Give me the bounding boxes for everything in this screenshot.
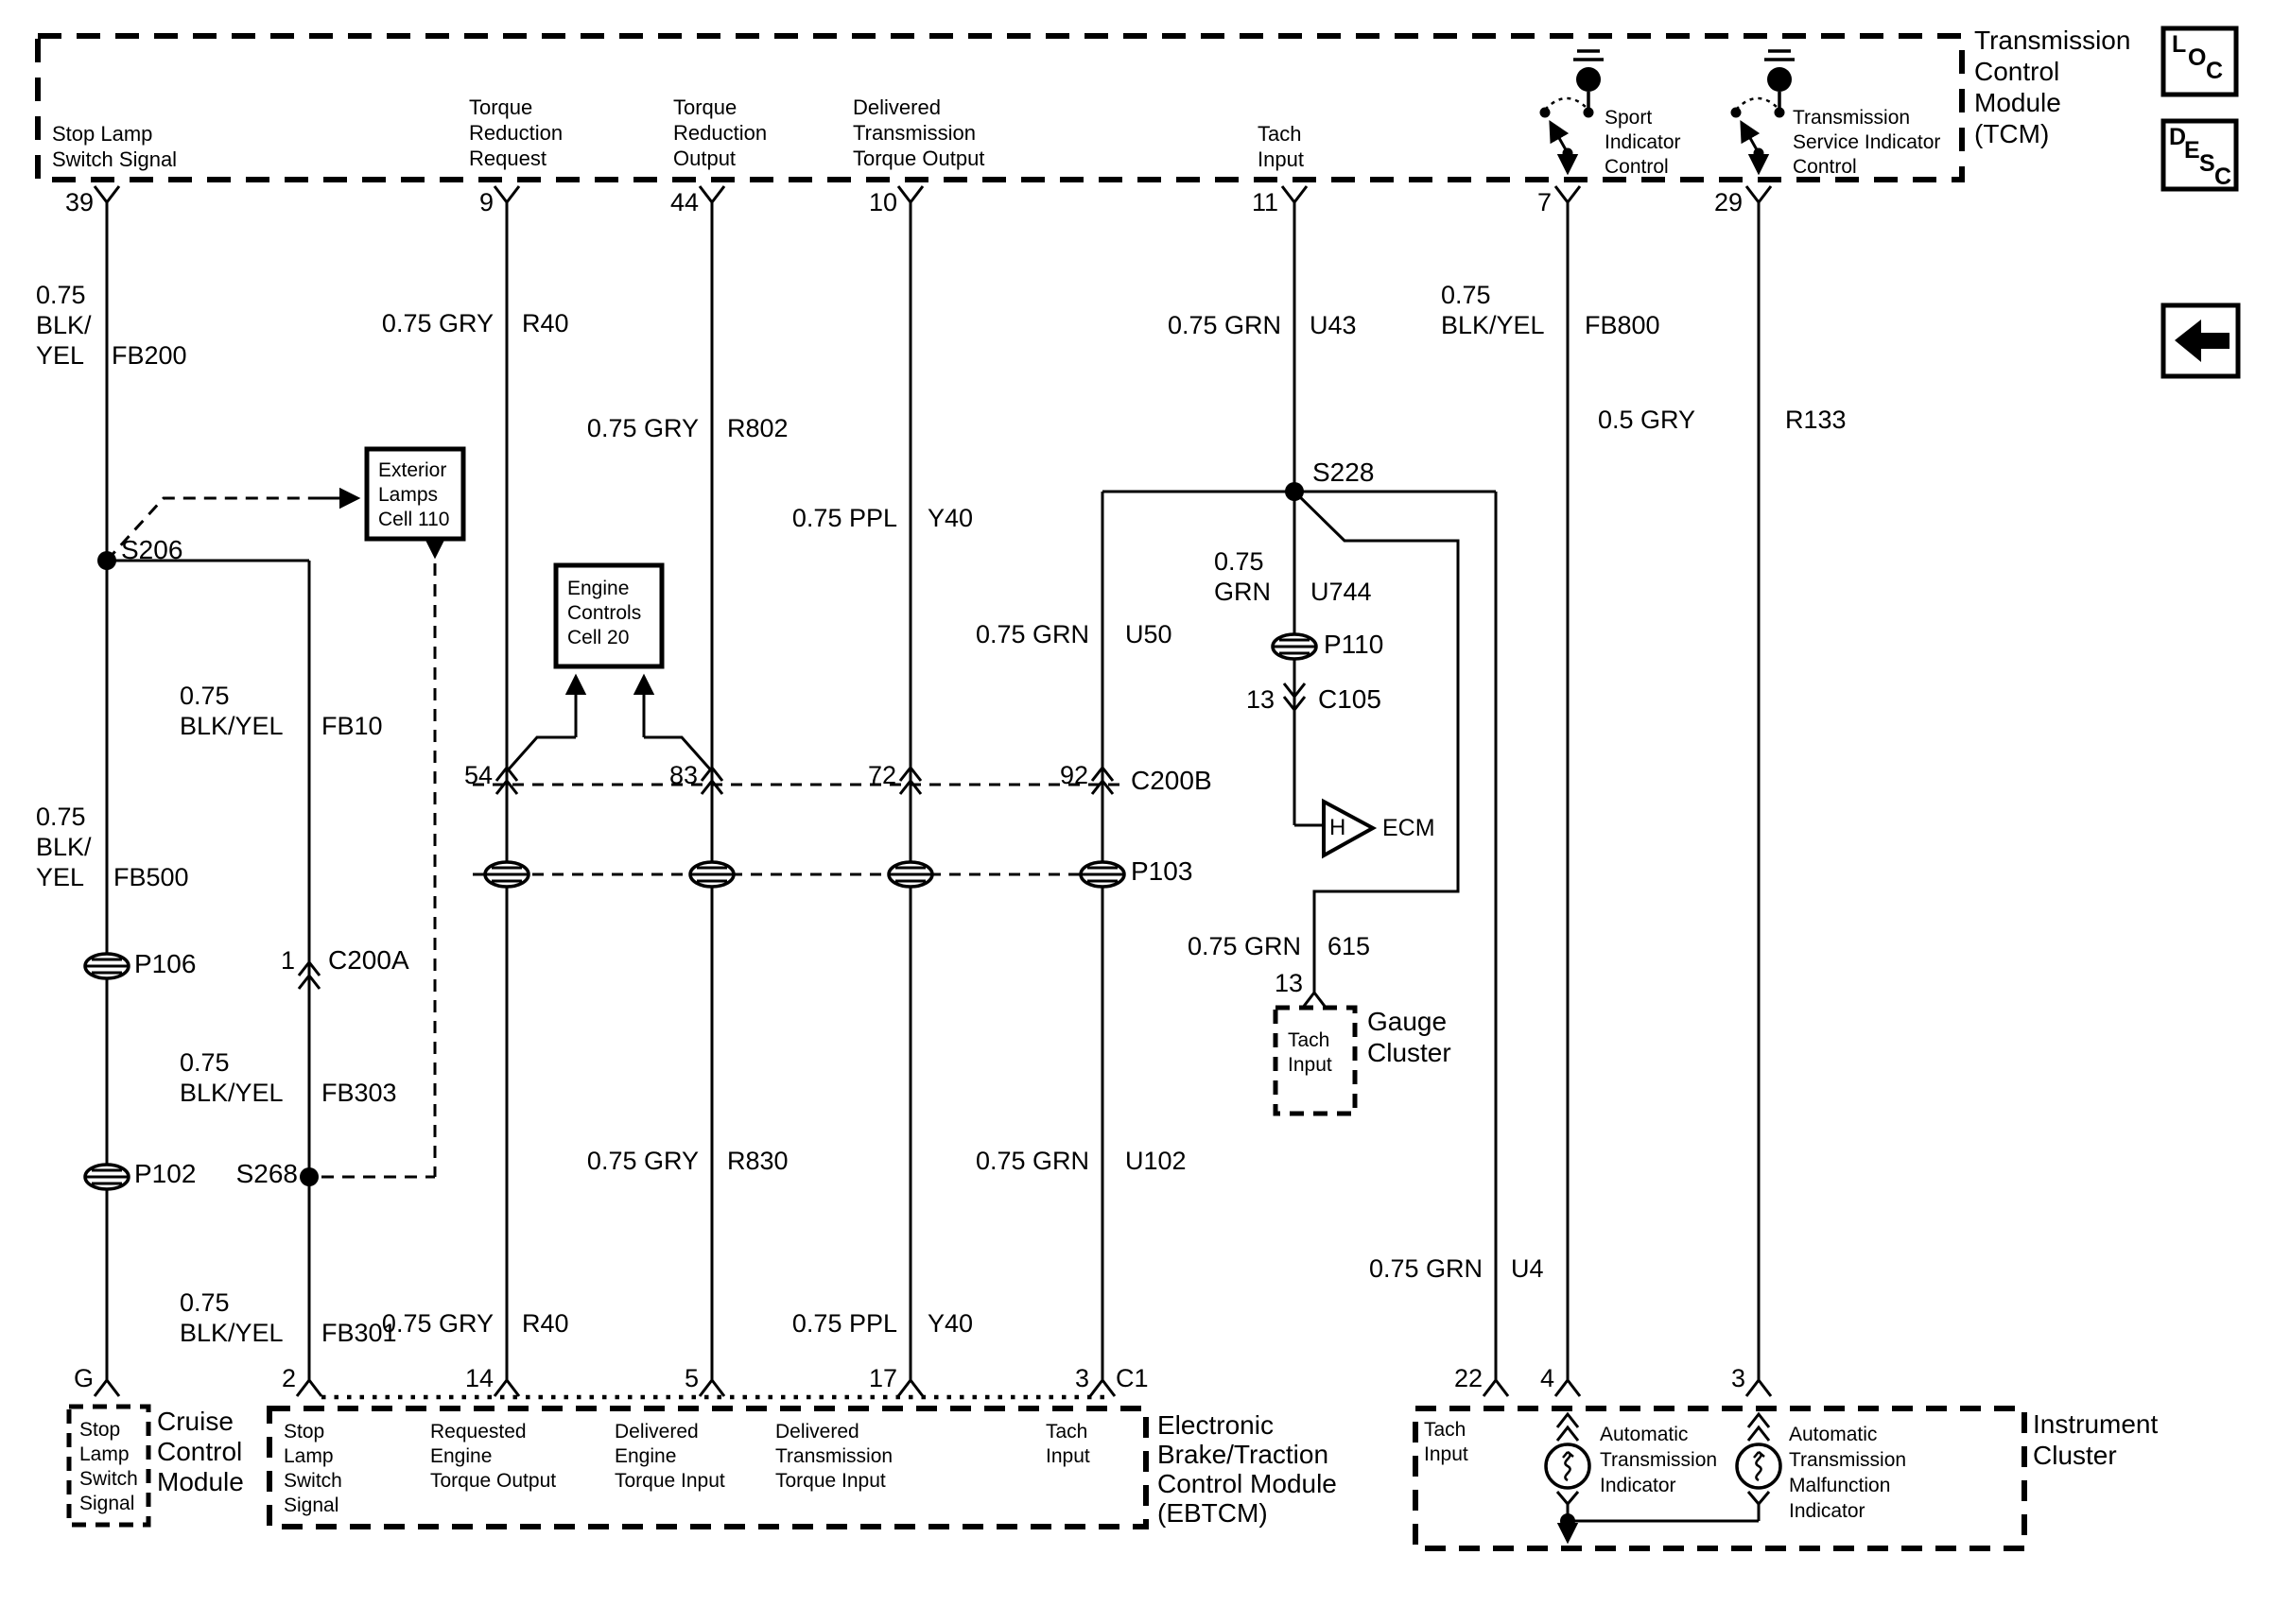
tcm-header-sport-indicator: Sport Indicator Control — [1605, 107, 1681, 178]
tcm-header-service-indicator: Transmission Service Indicator Control — [1793, 107, 1941, 178]
cruise-title: Cruise Control Module — [157, 1407, 244, 1496]
wire-fb500-circuit: FB500 — [113, 863, 189, 891]
ebtcm-pin-2: 2 — [281, 1364, 296, 1392]
wire-fb500-spec: 0.75 BLK/ YEL — [36, 803, 92, 891]
grommet-p110-label: P110 — [1324, 630, 1384, 659]
c200b-pin-72: 72 — [867, 761, 896, 789]
splice-s268-label: S268 — [235, 1159, 298, 1188]
loc-icon[interactable]: L — [2172, 31, 2187, 58]
c105-pin-13: 13 — [1245, 685, 1275, 714]
tcm-header-stop-lamp: Stop Lamp Switch Signal — [52, 122, 178, 171]
splice-s268 — [300, 1167, 319, 1186]
grommet-p103-label: P103 — [1131, 856, 1193, 886]
loc-icon[interactable]: O — [2188, 44, 2207, 71]
wire-fb800-spec: 0.75 BLK/YEL — [1441, 281, 1545, 339]
ic-title: Instrument Cluster — [2033, 1409, 2159, 1470]
pin-9: 9 — [478, 188, 494, 216]
ic-pin-22: 22 — [1453, 1364, 1483, 1392]
wire-r830-spec: 0.75 GRY — [586, 1147, 699, 1175]
wire-fb200-spec: 0.75 BLK/ YEL — [36, 281, 92, 370]
desc-icon[interactable]: C — [2214, 164, 2232, 190]
pin-44: 44 — [669, 188, 699, 216]
ic-pin-4: 4 — [1539, 1364, 1554, 1392]
tcm-header-torque-reduction-request: Torque Reduction Request — [469, 95, 564, 170]
tcm-header-torque-reduction-output: Torque Reduction Output — [673, 95, 768, 170]
c200a-pin-1: 1 — [280, 946, 295, 975]
wire-fb200-circuit: FB200 — [112, 341, 187, 370]
c200b-pin-83: 83 — [668, 761, 698, 789]
wire-615-spec: 0.75 GRN — [1187, 932, 1301, 960]
wire-u43-circuit: U43 — [1310, 311, 1357, 339]
tcm-header-delivered-trans-torque-output: Delivered Transmission Torque Output — [853, 95, 985, 170]
wire-r40-spec: 0.75 GRY — [381, 309, 494, 337]
ebtcm-pin-14: 14 — [464, 1364, 494, 1392]
ic-at-indicator: Automatic Transmission Indicator — [1600, 1424, 1718, 1496]
desc-icon[interactable]: D — [2169, 124, 2187, 150]
gauge-cluster-title: Gauge Cluster — [1367, 1007, 1451, 1067]
ebtcm-header-tach: Tach Input — [1046, 1421, 1090, 1467]
wire-u4-spec: 0.75 GRN — [1368, 1254, 1483, 1283]
ebtcm-header-stop: Stop Lamp Switch Signal — [284, 1421, 342, 1516]
gauge-pin-13: 13 — [1274, 969, 1303, 997]
wire-fb301-spec: 0.75 BLK/YEL — [180, 1288, 284, 1347]
wire-u43-spec: 0.75 GRN — [1167, 311, 1281, 339]
cruise-pin-g: G — [73, 1364, 94, 1392]
ecm-label: ECM — [1382, 815, 1435, 841]
engine-controls-ref: Engine Controls Cell 20 — [567, 578, 642, 648]
wire-u50-circuit: U50 — [1125, 620, 1172, 648]
wire-r802-circuit: R802 — [727, 414, 789, 442]
wire-u4-circuit: U4 — [1511, 1254, 1544, 1283]
pin-7: 7 — [1536, 188, 1552, 216]
wire-u50-spec: 0.75 GRN — [975, 620, 1089, 648]
wire-615-circuit: 615 — [1327, 932, 1371, 960]
wire-fb303-spec: 0.75 BLK/YEL — [180, 1048, 284, 1107]
pin-29: 29 — [1713, 188, 1743, 216]
wire-y40b-circuit: Y40 — [928, 1309, 974, 1338]
ebtcm-pin-3: 3 — [1074, 1364, 1089, 1392]
loc-icon[interactable]: C — [2206, 58, 2224, 84]
ebtcm-pin-17: 17 — [868, 1364, 897, 1392]
wire-r830-circuit: R830 — [727, 1147, 789, 1175]
pin-11: 11 — [1251, 188, 1278, 216]
grommet-p110 — [1273, 634, 1316, 659]
cruise-signal: Stop Lamp Switch Signal — [79, 1419, 138, 1514]
wire-fb10-circuit: FB10 — [321, 712, 383, 740]
pin-39: 39 — [64, 188, 94, 216]
ebtcm-pin-5: 5 — [684, 1364, 699, 1392]
splice-s228-label: S228 — [1312, 458, 1375, 487]
wire-r40-circuit: R40 — [522, 309, 569, 337]
wire-fb303-circuit: FB303 — [321, 1079, 397, 1107]
wire-r133-spec: 0.5 GRY — [1598, 406, 1696, 434]
sport-indicator-switch — [1540, 51, 1605, 172]
wire-r40b-circuit: R40 — [522, 1309, 569, 1338]
grommet-p106 — [85, 954, 129, 978]
exterior-lamps-ref: Exterior Lamps Cell 110 — [378, 459, 450, 530]
wire-fb800-circuit: FB800 — [1585, 311, 1660, 339]
wire-r133-circuit: R133 — [1785, 406, 1847, 434]
grommet-p102 — [85, 1165, 129, 1189]
wire-fb301-circuit: FB301 — [321, 1319, 397, 1347]
tcm-title: Transmission Control Module (TCM) — [1974, 26, 2131, 148]
wire-y40-circuit: Y40 — [928, 504, 974, 532]
wire-r802-spec: 0.75 GRY — [586, 414, 699, 442]
ic-pin-3: 3 — [1730, 1364, 1745, 1392]
ebtcm-header-delivered-trans: Delivered Transmission Torque Input — [775, 1421, 894, 1492]
grommet-p102-label: P102 — [134, 1159, 197, 1188]
ic-tach-input: Tach Input — [1424, 1419, 1468, 1465]
service-indicator-switch — [1731, 51, 1796, 172]
wire-u744-circuit: U744 — [1310, 578, 1372, 606]
ebtcm-header-delivered-engine: Delivered Engine Torque Input — [615, 1421, 725, 1492]
c200b-pin-54: 54 — [463, 761, 493, 789]
splice-s228 — [1285, 482, 1304, 501]
wire-u102-spec: 0.75 GRN — [975, 1147, 1089, 1175]
desc-icon[interactable]: S — [2199, 150, 2215, 177]
desc-icon[interactable]: E — [2184, 137, 2200, 164]
wire-r40b-spec: 0.75 GRY — [381, 1309, 494, 1338]
ecm-buffer-letter: H — [1329, 815, 1346, 840]
ebtcm-header-requested: Requested Engine Torque Output — [430, 1421, 557, 1492]
gauge-tach-input: Tach Input — [1288, 1029, 1332, 1076]
c200b-label: C200B — [1131, 766, 1212, 795]
wire-u744-spec: 0.75 GRN — [1214, 547, 1271, 606]
ebtcm-title: Electronic Brake/Traction Control Module (EBTCM) — [1157, 1410, 1337, 1528]
wire-fb10-spec: 0.75 BLK/YEL — [180, 682, 284, 740]
c200b-pin-92: 92 — [1059, 761, 1088, 789]
tcm-header-tach-input: Tach Input — [1258, 122, 1304, 171]
ic-at-malfunction: Automatic Transmission Malfunction Indicator — [1789, 1424, 1907, 1522]
c200a-label: C200A — [328, 945, 409, 975]
wire-y40b-spec: 0.75 PPL — [791, 1309, 897, 1338]
wire-u102-circuit: U102 — [1125, 1147, 1187, 1175]
grommet-p106-label: P106 — [134, 949, 197, 978]
c105-label: C105 — [1318, 684, 1381, 714]
pin-10: 10 — [868, 188, 897, 216]
instrument-cluster-box — [1415, 1408, 2024, 1548]
ebtcm-conn-c1: C1 — [1116, 1364, 1149, 1392]
back-arrow-icon — [2175, 320, 2230, 362]
splice-s206-label: S206 — [121, 535, 183, 564]
wire-y40-spec: 0.75 PPL — [791, 504, 897, 532]
